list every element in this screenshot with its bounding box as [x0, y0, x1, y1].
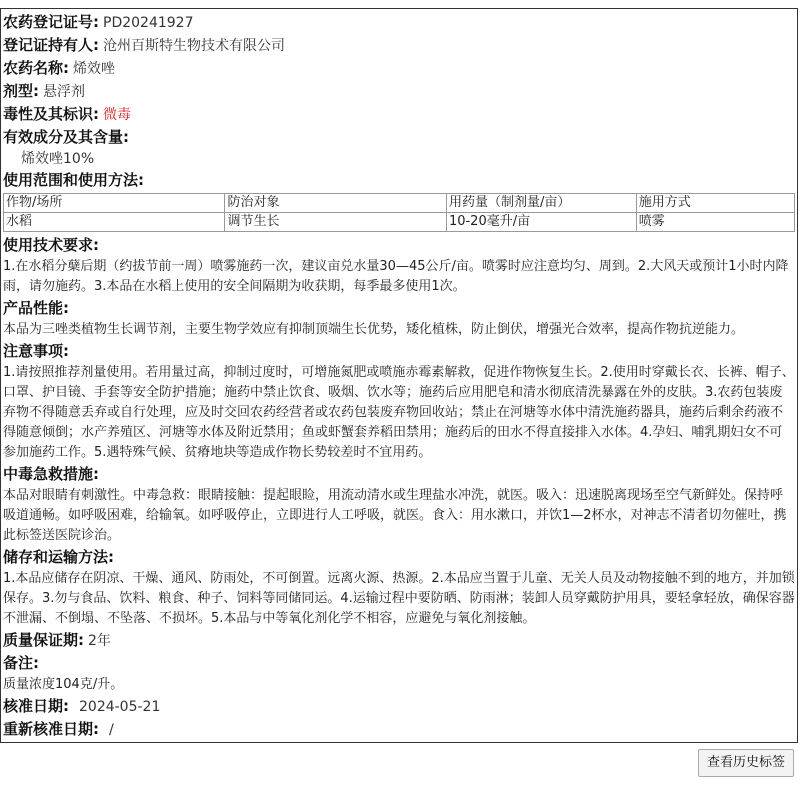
- usage-header-cell: 防治对象: [225, 194, 446, 213]
- shelf-life-row: [3, 629, 795, 652]
- first-aid-text: 本品对眼睛有刺激性。中毒急救：眼睛接触：提起眼睑，用流动清水或生理盐水冲洗，就医。吸入：迅速脱离现场至空气新鲜处。保持呼吸道通畅。如呼吸困难，给输氧。如呼吸停止，立即进行人工呼吸，就医。食入：用水漱口，并饮1—2杯水，对神志不清者切勿催吐，携此标签送医院诊治。: [3, 488, 787, 543]
- label-record-panel: [0, 8, 798, 743]
- cautions-heading-row: [3, 340, 795, 363]
- usage-cell-crop: 水稻: [4, 213, 225, 232]
- pesticide-name-label: 农药名称:: [3, 59, 69, 77]
- shelf-life-value: 2年: [88, 633, 111, 649]
- usage-header-cell: 施用方式: [636, 194, 794, 213]
- cautions-text: 1.请按照推荐剂量使用。若用量过高，抑制过度时，可增施氮肥或喷施赤霉素解救，促进作物恢复生长。2.使用时穿戴长衣、长裤、帽子、口罩、护目镜、手套等安全防护措施；施药中禁止饮食、吸烟、饮水等；施药后应用肥皂和清水彻底清洗暴露在外的皮肤。3.农药包装废弃物不得随意丢弃或自行处理，应及时交回农药经营者或农药包装废弃物回收站；禁止在河塘等水体中清洗施药器具，施药后剩余药液不得随意倾倒；水产养殖区、河塘等水体及附近禁用；鱼或虾蟹套养稻田禁用；施药后的田水不得直接排入水体。4.孕妇、哺乳期妇女不可参加施药工作。5.遇特殊气候、贫瘠地块等造成作物长势较差时不宜用药。: [3, 365, 795, 460]
- remarks-heading-row: [3, 652, 795, 675]
- usage-header-cell: 作物/场所: [4, 194, 225, 213]
- usage-cell-method: 喷雾: [636, 213, 794, 232]
- pesticide-name-value: 烯效唑: [73, 61, 115, 77]
- re-approval-date-label: 重新核准日期:: [3, 720, 99, 738]
- re-approval-date-row: [3, 718, 795, 741]
- approval-date-label: 核准日期:: [3, 697, 69, 715]
- shelf-life-label: 质量保证期:: [3, 631, 84, 649]
- usage-cell-target: 调节生长: [225, 213, 446, 232]
- remarks-label: 备注:: [3, 654, 39, 672]
- technique-label: 使用技术要求:: [3, 236, 99, 254]
- first-aid-label: 中毒急救措施:: [3, 465, 99, 483]
- reg-no-value: PD20241927: [103, 15, 194, 31]
- ingredients-label: 有效成分及其含量:: [3, 128, 129, 146]
- performance-heading-row: [3, 297, 795, 320]
- usage-header-cell: 用药量（制剂量/亩）: [446, 194, 636, 213]
- technique-heading-row: [3, 234, 795, 257]
- approval-date-row: [3, 695, 795, 718]
- first-aid-heading-row: [3, 463, 795, 486]
- usage-cell-dosage: 10-20毫升/亩: [446, 213, 636, 232]
- table-row: [4, 213, 795, 232]
- ingredients-row: [3, 126, 795, 149]
- toxicity-label: 毒性及其标识:: [3, 105, 99, 123]
- usage-header-row: [4, 194, 795, 213]
- storage-heading-row: [3, 546, 795, 569]
- cautions-label: 注意事项:: [3, 342, 69, 360]
- approval-date-value: 2024-05-21: [79, 699, 161, 715]
- performance-label: 产品性能:: [3, 299, 69, 317]
- toxicity-value: 微毒: [103, 107, 131, 123]
- storage-label: 储存和运输方法:: [3, 548, 114, 566]
- usage-heading-row: [3, 169, 795, 192]
- usage-table: [3, 193, 795, 232]
- holder-label: 登记证持有人:: [3, 36, 99, 54]
- holder-value: 沧州百斯特生物技术有限公司: [103, 38, 285, 54]
- technique-text: 1.在水稻分蘖后期（约拔节前一周）喷雾施药一次，建议亩兑水量30—45公斤/亩。喷雾时应注意均匀、周到。2.大风天或预计1小时内降雨，请勿施药。3.本品在水稻上使用的安全间隔期为收获期，每季最多使用1次。: [3, 259, 789, 294]
- usage-label: 使用范围和使用方法:: [3, 171, 144, 189]
- performance-text: 本品为三唑类植物生长调节剂，主要生物学效应有抑制顶端生长优势，矮化植株，防止倒伏，增强光合效率，提高作物抗逆能力。: [3, 322, 745, 337]
- reg-no-label: 农药登记证号:: [3, 13, 99, 31]
- holder-row: [3, 34, 795, 57]
- name-row: [3, 57, 795, 80]
- formulation-label: 剂型:: [3, 82, 39, 100]
- storage-text: 1.本品应储存在阴凉、干燥、通风、防雨处，不可倒置。远离火源、热源。2.本品应当置于儿童、无关人员及动物接触不到的地方，并加锁保存。3.勿与食品、饮料、粮食、种子、饲料等同储同运。4.运输过程中要防晒、防雨淋；装卸人员穿戴防护用具，要轻拿轻放，确保容器不泄漏、不倒塌、不坠落、不损坏。5.本品与中等氧化剂化学不相容，应避免与氧化剂接触。: [3, 571, 795, 626]
- re-approval-date-value: /: [109, 722, 114, 738]
- formulation-row: [3, 80, 795, 103]
- reg-no-row: [3, 11, 795, 34]
- formulation-value: 悬浮剂: [43, 84, 85, 100]
- ingredients-value: 烯效唑10%: [21, 151, 95, 167]
- toxicity-row: [3, 103, 795, 126]
- view-history-labels-button[interactable]: 查看历史标签: [698, 749, 794, 777]
- remarks-text: 质量浓度104克/升。: [3, 677, 124, 692]
